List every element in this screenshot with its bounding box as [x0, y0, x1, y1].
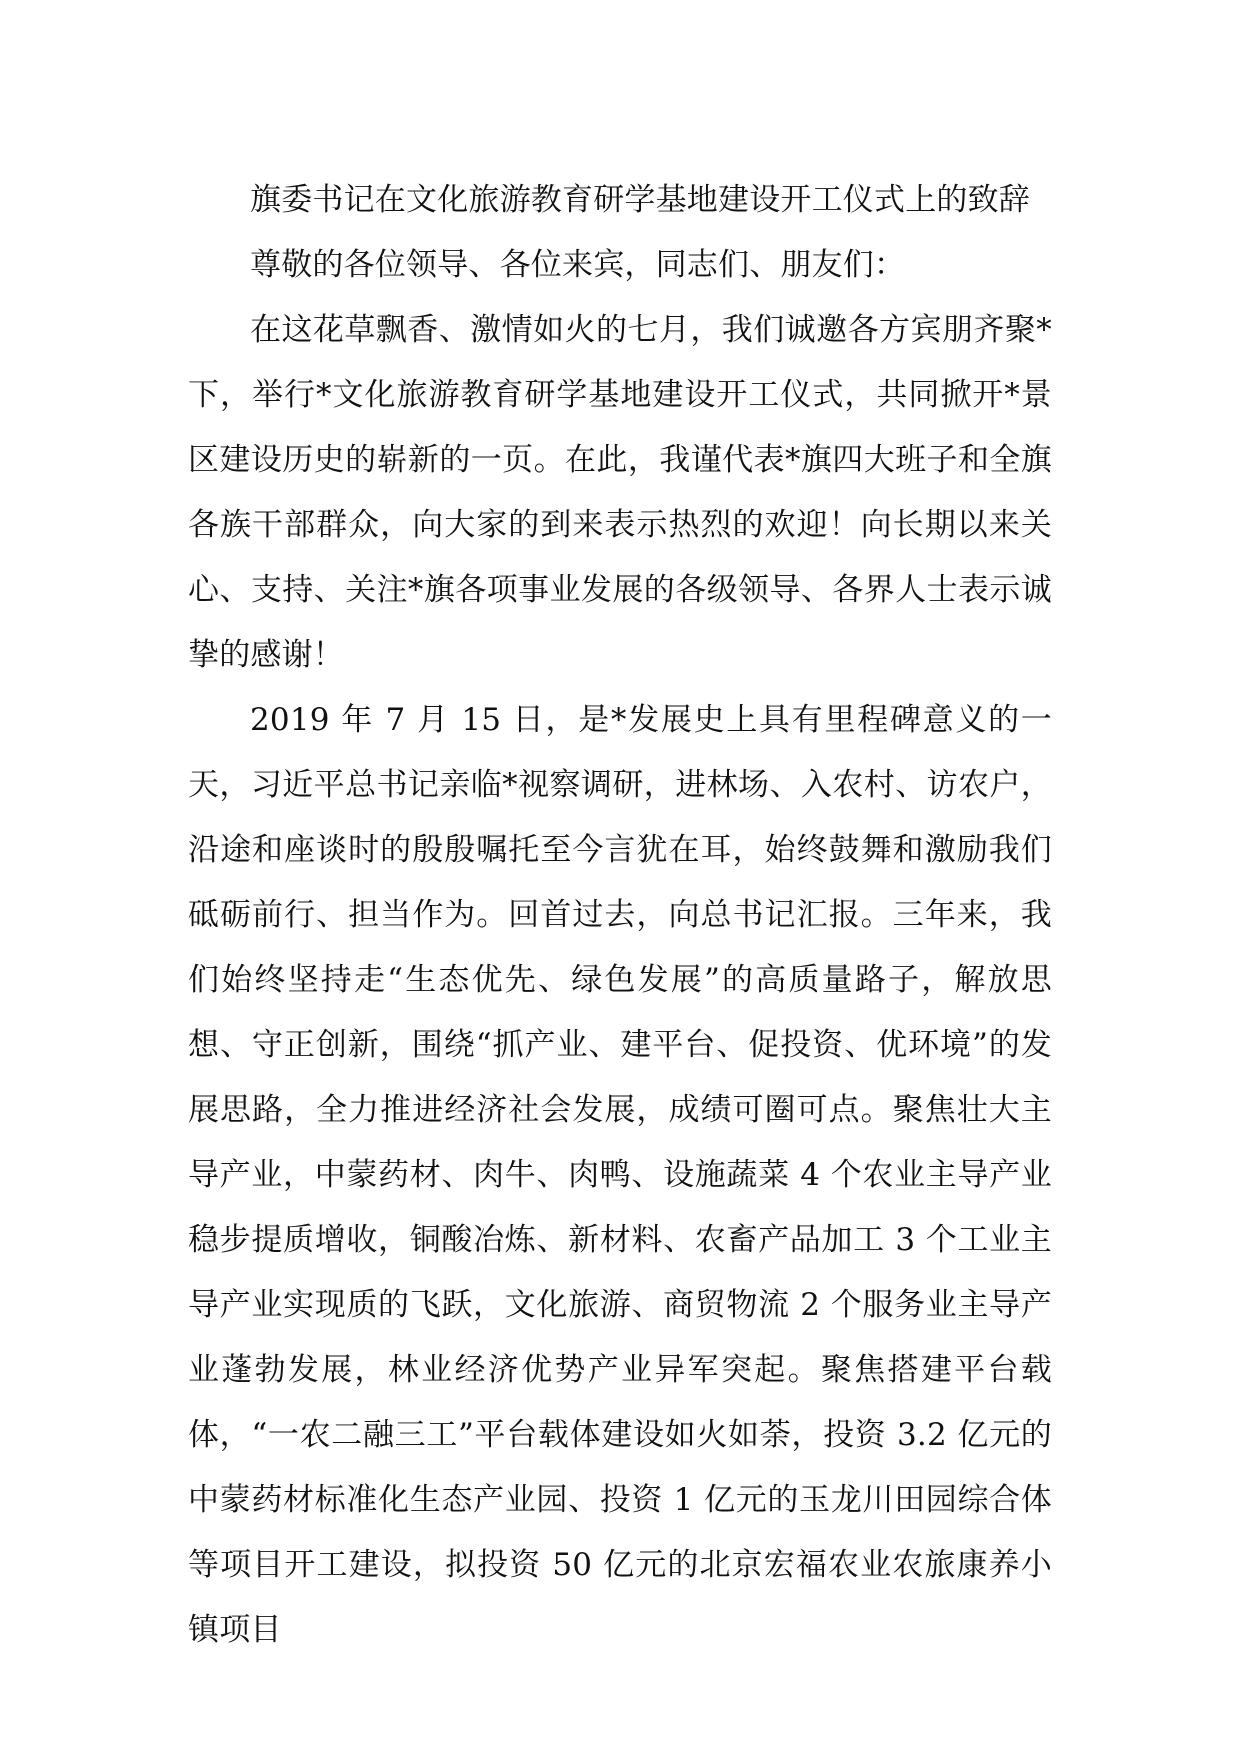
salutation: 尊敬的各位领导、各位来宾，同志们、朋友们：	[250, 247, 906, 283]
document-body	[188, 168, 1052, 1663]
paragraph-review: 2019 年 7 月 15 日，是*发展史上具有里程碑意义的一天，习近平总书记亲临*视察调研，进林场、入农村、访农户，沿途和座谈时的殷殷嘱托至今言犹在耳，始终鼓舞和激励我们砥砺前行、担当作为。回首过去，向总书记汇报。三年来，我们始终坚持走“生态优先、绿色发展”的高质量路子，解放思想、守正创新，围绕“抓产业、建平台、促投资、优环境”的发展思路，全力推进经济社会发展，成绩可圈可点。聚焦壮大主导产业，中蒙药材、肉牛、肉鸭、设施蔬菜 4 个农业主导产业稳步提质增收，铜酸冶炼、新材料、农畜产品加工 3 个工业主导产业实现质的飞跃，文化旅游、商贸物流 2 个服务业主导产业蓬勃发展，林业经济优势产业异军突起。聚焦搭建平台载体，“一农二融三工”平台载体建设如火如荼，投资 3.2 亿元的中蒙药材标准化生态产业园、投资 1 亿元的玉龙川田园综合体等项目开工建设，拟投资 50 亿元的北京宏福农业农旅康养小镇项目	[188, 702, 1052, 1648]
document-title: 旗委书记在文化旅游教育研学基地建设开工仪式上的致辞	[250, 182, 1030, 218]
paragraph-welcome: 在这花草飘香、激情如火的七月，我们诚邀各方宾朋齐聚*下，举行*文化旅游教育研学基地建设开工仪式，共同掀开*景区建设历史的崭新的一页。在此，我谨代表*旗四大班子和全旗各族干部群众，向大家的到来表示热烈的欢迎！向长期以来关心、支持、关注*旗各项事业发展的各级领导、各界人士表示诚挚的感谢！	[188, 312, 1052, 673]
